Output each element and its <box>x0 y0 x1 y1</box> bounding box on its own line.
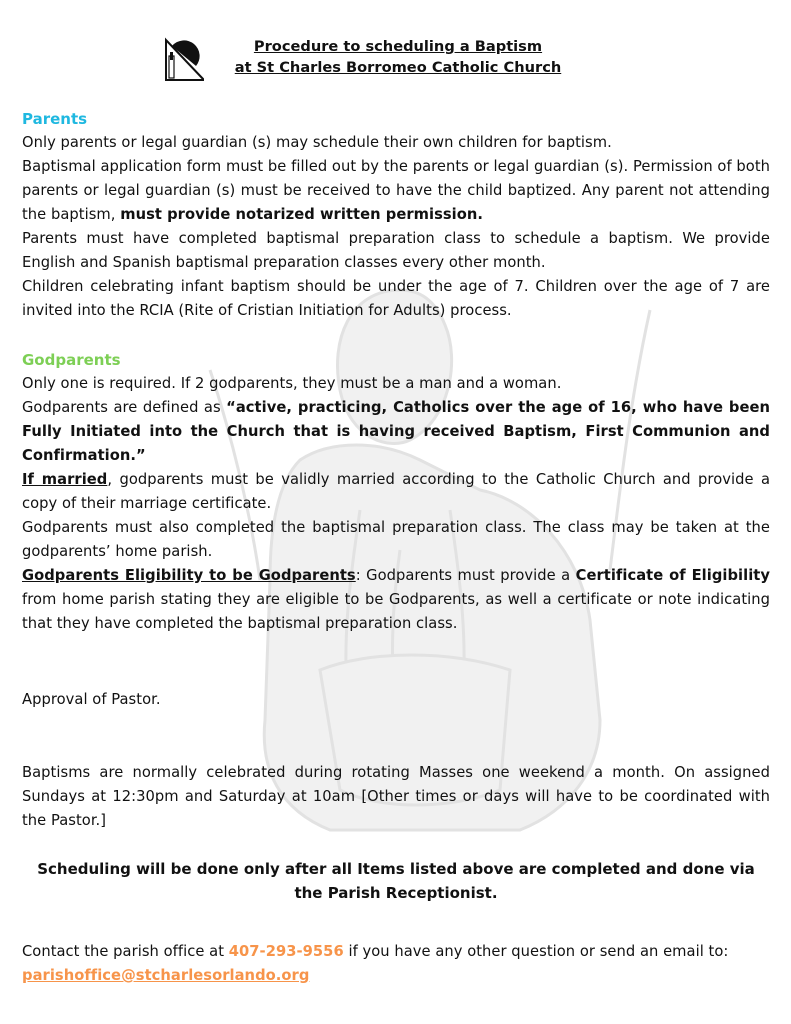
notarized-permission-text: must provide notarized written permission. <box>120 206 484 223</box>
page-title <box>208 36 588 78</box>
parents-paragraph-3: Parents must have completed baptismal preparation class to schedule a baptism. We provide English and Spanish baptismal preparation classes every other month. <box>22 230 770 271</box>
godparents-p5-end: from home parish stating they are eligible to be Godparents, as well a certificate or note indicating that they have completed the baptismal preparation class. <box>22 591 770 632</box>
parents-paragraph-2 <box>22 155 770 227</box>
approval-text: Approval of Pastor. <box>22 691 161 708</box>
contact-text <box>22 940 770 988</box>
schedule-text: Baptisms are normally celebrated during rotating Masses one weekend a month. On assigned Sundays at 12:30pm and Saturday at 10am [Other times or days will have to be coordinated with the Pastor.] <box>22 764 770 829</box>
godparents-definition: “active, practicing, Catholics over the age of 16, who have been Fully Initiated into the Church that is having received Baptism, First Communion and Confirmation.” <box>22 399 770 464</box>
godparents-paragraph-1: Only one is required. If 2 godparents, they must be a man and a woman. <box>22 375 562 392</box>
godparents-paragraph-3 <box>22 468 770 516</box>
scheduling-notice <box>22 857 770 905</box>
notice-line-2: the Parish Receptionist. <box>294 884 498 902</box>
godparents-paragraph-2 <box>22 396 770 468</box>
parents-section <box>22 107 770 323</box>
title-line-2: at St Charles Borromeo Catholic Church <box>234 59 562 76</box>
contact-section <box>22 940 770 988</box>
godparents-paragraph-4: Godparents must also completed the baptismal preparation class. The class may be taken at the godparents’ home parish. <box>22 519 770 560</box>
notice-line-1: Scheduling will be done only after all Items listed above are completed and done via <box>37 860 755 878</box>
godparents-section <box>22 348 770 636</box>
parents-heading: Parents <box>22 110 88 128</box>
schedule-section <box>22 761 770 833</box>
phone-number[interactable]: 407-293-9556 <box>228 943 344 960</box>
certificate-of-eligibility: Certificate of Eligibility <box>575 567 770 584</box>
godparents-paragraph-5 <box>22 564 770 636</box>
church-logo-icon <box>158 36 204 82</box>
godparents-heading: Godparents <box>22 351 121 369</box>
email-link[interactable]: parishoffice@stcharlesorlando.org <box>22 967 310 984</box>
godparents-p2-text: Godparents are defined as <box>22 399 227 416</box>
eligibility-label: Godparents Eligibility to be Godparents <box>22 567 356 584</box>
approval-section <box>22 688 770 712</box>
title-line-1: Procedure to scheduling a Baptism <box>253 38 543 55</box>
contact-text-end: if you have any other question or send an email to: <box>343 943 729 960</box>
godparents-p5-mid: : Godparents must provide a <box>355 567 576 584</box>
parents-p2-text: Baptismal application form must be filled out by the parents or legal guardian (s). Permission of both parents or legal guardian (s) must be received to have the child baptized. Any parent not attending the baptism, <box>22 158 770 223</box>
parents-paragraph-4: Children celebrating infant baptism should be under the age of 7. Children over the age of 7 are invited into the RCIA (Rite of Cristian Initiation for Adults) process. <box>22 278 770 319</box>
parents-paragraph-1: Only parents or legal guardian (s) may schedule their own children for baptism. <box>22 134 612 151</box>
contact-text-start: Contact the parish office at <box>22 943 229 960</box>
document-header <box>158 36 578 86</box>
godparents-p3-text: , godparents must be validly married according to the Catholic Church and provide a copy of their marriage certificate. <box>22 471 771 512</box>
if-married-label: If married <box>22 471 108 488</box>
